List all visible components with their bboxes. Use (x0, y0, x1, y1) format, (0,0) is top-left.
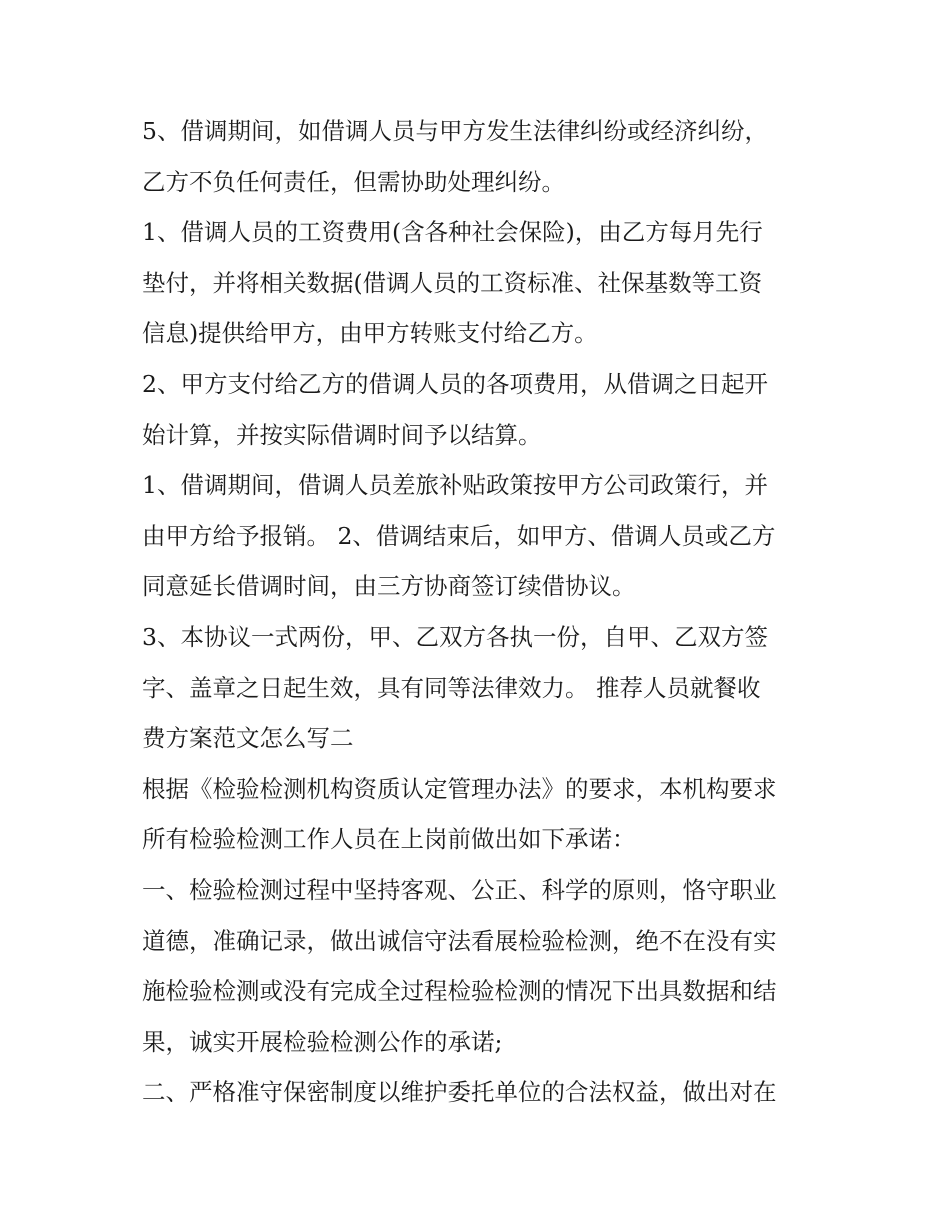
text-line: 1、借调期间，借调人员差旅补贴政策按甲方公司政策行，并 (142, 471, 768, 500)
text-line: 3、本协议一式两份，甲、乙双方各执一份，自甲、乙双方签 (142, 622, 768, 651)
text-line: 乙方不负任何责任，但需协助处理纠纷。 (142, 167, 565, 196)
text-line: 所有检验检测工作人员在上岗前做出如下承诺： (142, 825, 636, 854)
text-line: 5、借调期间，如借调人员与甲方发生法律纠纷或经济纠纷， (142, 117, 768, 145)
text-line: 一、检验检测过程中坚持客观、公正、科学的原则，恪守职业 (142, 875, 777, 904)
text-line: 果，诚实开展检验检测公作的承诺; (142, 1027, 503, 1056)
text-line: 2、甲方支付给乙方的借调人员的各项费用，从借调之日起开 (142, 369, 768, 398)
text-line: 道德，准确记录，做出诚信守法看展检验检测，绝不在没有实 (142, 926, 777, 955)
text-line: 由甲方给予报销。 2、借调结束后，如甲方、借调人员或乙方 (142, 521, 776, 550)
text-line: 同意延长借调时间，由三方协商签订续借协议。 (142, 572, 636, 601)
text-line: 二、严格准守保密制度以维护委托单位的合法权益，做出对在 (142, 1078, 777, 1107)
text-line: 费方案范文怎么写二 (142, 724, 354, 753)
document-body (142, 106, 822, 1118)
text-line: 字、盖章之日起生效，具有同等法律效力。 推荐人员就餐收 (142, 673, 761, 702)
text-line: 1、借调人员的工资费用(含各种社会保险)，由乙方每月先行 (142, 218, 763, 247)
text-line: 根据《检验检测机构资质认定管理办法》的要求，本机构要求 (142, 774, 777, 803)
text-line: 信息)提供给甲方，由甲方转账支付给乙方。 (142, 319, 598, 348)
text-line: 始计算，并按实际借调时间予以结算。 (142, 420, 542, 449)
text-line: 施检验检测或没有完成全过程检验检测的情况下出具数据和结 (142, 977, 777, 1006)
text-line: 垫付，并将相关数据(借调人员的工资标准、社保基数等工资 (142, 268, 763, 297)
